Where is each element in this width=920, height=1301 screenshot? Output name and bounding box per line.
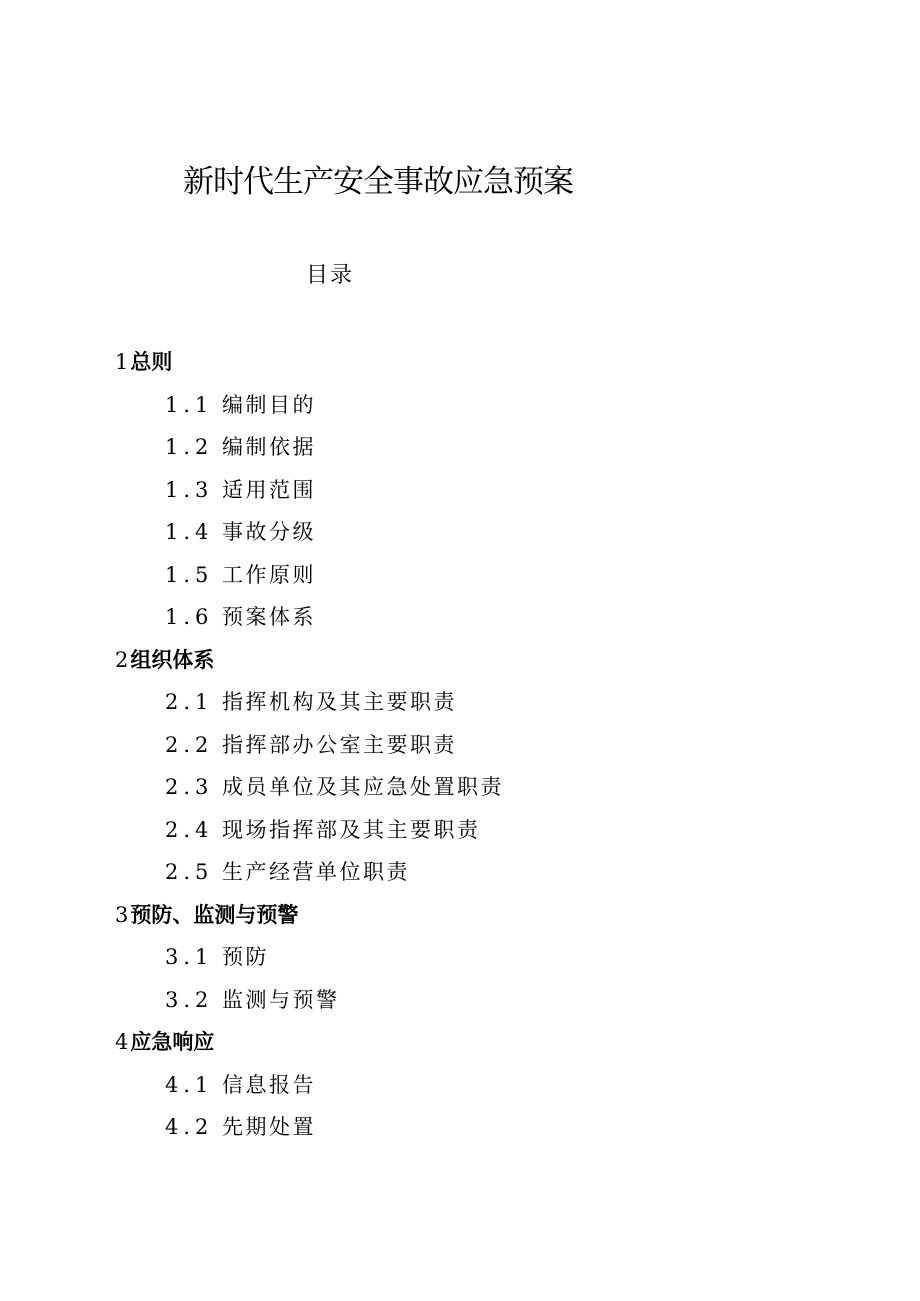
toc-label: 编制依据 — [222, 435, 316, 459]
toc-number: 3.1 — [165, 945, 214, 969]
toc-number: 4 — [115, 1030, 129, 1054]
toc-number: 1.2 — [165, 435, 214, 459]
toc-subsection — [165, 858, 410, 886]
toc-section — [115, 901, 298, 929]
toc-label: 预案体系 — [222, 605, 316, 629]
toc-subsection — [165, 476, 316, 504]
toc-label: 成员单位及其应急处置职责 — [222, 775, 504, 799]
toc-number: 2.3 — [165, 775, 214, 799]
toc-subsection — [165, 1071, 316, 1099]
toc-label: 应急响应 — [130, 1030, 215, 1054]
toc-number: 4.2 — [165, 1115, 214, 1139]
toc-number: 2.1 — [165, 690, 214, 714]
toc-number: 1.6 — [165, 605, 214, 629]
toc-subsection — [165, 986, 340, 1014]
toc-number: 4.1 — [165, 1073, 214, 1097]
toc-label: 预防、监测与预警 — [130, 903, 299, 927]
toc-section — [115, 646, 214, 674]
toc-subsection — [165, 603, 316, 631]
toc-subsection — [165, 518, 316, 546]
document-title: 新时代生产安全事故应急预案 — [183, 164, 573, 200]
toc-subsection — [165, 391, 316, 419]
toc-subsection — [165, 1113, 316, 1141]
toc-subsection — [165, 773, 504, 801]
toc-number: 2.4 — [165, 818, 214, 842]
toc-section — [115, 348, 172, 376]
toc-label: 预防 — [222, 945, 269, 969]
toc-label: 先期处置 — [222, 1115, 316, 1139]
toc-heading: 目录 — [306, 263, 355, 288]
toc-number: 1.5 — [165, 563, 214, 587]
toc-label: 组织体系 — [130, 648, 215, 672]
toc-number: 3 — [115, 903, 129, 927]
toc-section — [115, 1028, 214, 1056]
toc-subsection — [165, 731, 457, 759]
toc-subsection — [165, 433, 316, 461]
toc-label: 信息报告 — [222, 1073, 316, 1097]
toc-subsection — [165, 943, 269, 971]
toc-number: 1 — [115, 350, 129, 374]
toc-number: 2.2 — [165, 733, 214, 757]
toc-subsection — [165, 816, 481, 844]
toc-label: 指挥部办公室主要职责 — [222, 733, 457, 757]
toc-label: 指挥机构及其主要职责 — [222, 690, 457, 714]
toc-label: 工作原则 — [222, 563, 316, 587]
toc-number: 1.4 — [165, 520, 214, 544]
toc-number: 3.2 — [165, 988, 214, 1012]
toc-label: 监测与预警 — [222, 988, 340, 1012]
toc-number: 2 — [115, 648, 129, 672]
toc-number: 2.5 — [165, 860, 214, 884]
toc-number: 1.1 — [165, 393, 214, 417]
toc-subsection — [165, 688, 457, 716]
toc-label: 事故分级 — [222, 520, 316, 544]
toc-label: 现场指挥部及其主要职责 — [222, 818, 481, 842]
toc-label: 编制目的 — [222, 393, 316, 417]
toc-label: 总则 — [130, 350, 173, 374]
toc-label: 生产经营单位职责 — [222, 860, 410, 884]
toc-label: 适用范围 — [222, 478, 316, 502]
toc-subsection — [165, 561, 316, 589]
toc-number: 1.3 — [165, 478, 214, 502]
